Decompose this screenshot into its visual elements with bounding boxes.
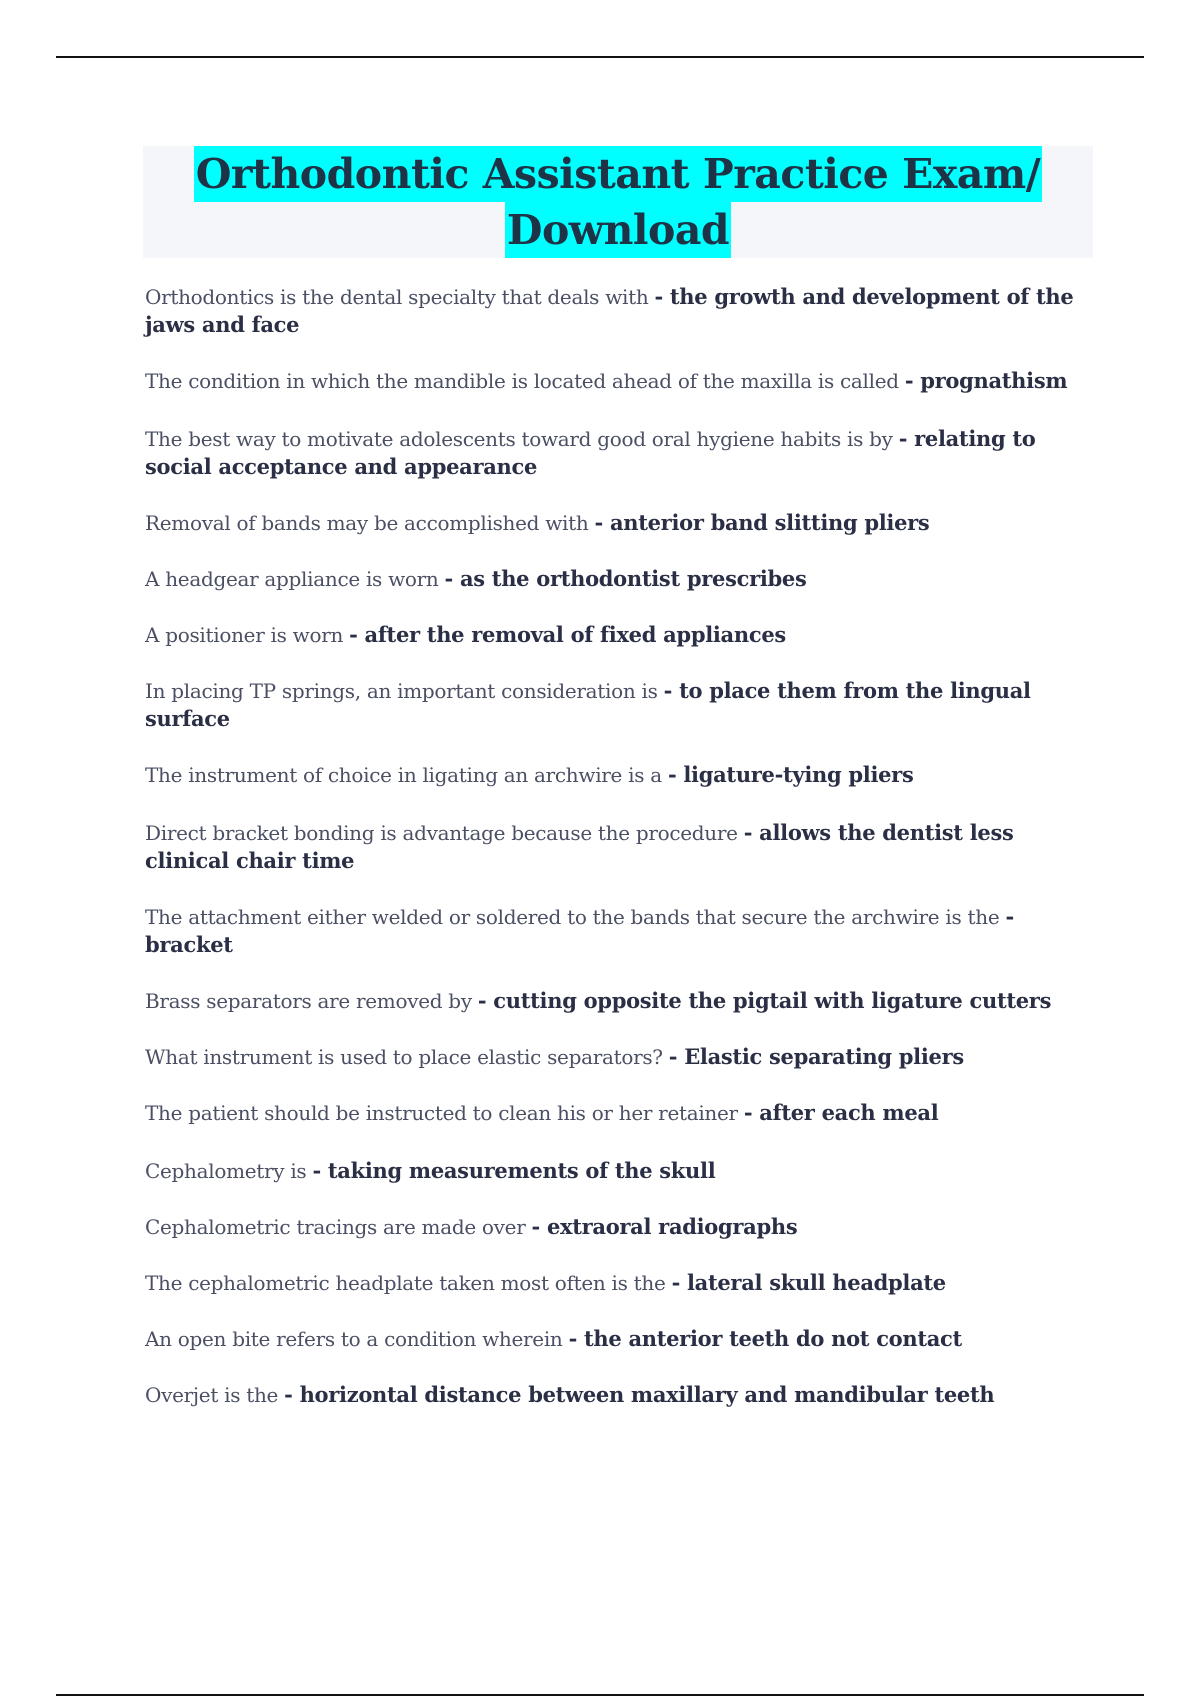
qa-item: [145, 1325, 1080, 1353]
qa-item: [145, 677, 1080, 733]
qa-item: [145, 509, 1080, 537]
answer-text: - ligature-tying pliers: [667, 762, 914, 787]
answer-text: - as the orthodontist prescribes: [444, 566, 807, 591]
question-text: The patient should be instructed to clean his or her retainer: [145, 1101, 744, 1125]
title-block: [143, 146, 1093, 258]
qa-item: [145, 1157, 1080, 1185]
question-text: The cephalometric headplate taken most often is the: [145, 1271, 672, 1295]
page-title-line-1: Orthodontic Assistant Practice Exam/: [194, 146, 1043, 202]
answer-text: - Elastic separating pliers: [668, 1044, 964, 1069]
answer-text: - the growth and development of the jaws and face: [145, 284, 1074, 337]
qa-item: [145, 283, 1080, 339]
question-text: The attachment either welded or soldered to the bands that secure the archwire is the: [145, 905, 1006, 929]
qa-item: [145, 1381, 1080, 1409]
qa-item: [145, 1043, 1080, 1071]
question-text: Overjet is the: [145, 1383, 285, 1407]
answer-text: - anterior band slitting pliers: [594, 510, 930, 535]
top-rule: [56, 56, 1144, 58]
bottom-rule: [56, 1694, 1144, 1696]
answer-text: - allows the dentist less clinical chair time: [145, 820, 1014, 873]
question-text: Cephalometric tracings are made over: [145, 1215, 532, 1239]
question-text: The condition in which the mandible is located ahead of the maxilla is called: [145, 369, 905, 393]
question-text: Brass separators are removed by: [145, 989, 478, 1013]
question-text: A headgear appliance is worn: [145, 567, 445, 591]
answer-text: - cutting opposite the pigtail with ligature cutters: [477, 988, 1052, 1013]
qa-item: [145, 903, 1080, 959]
question-text: In placing TP springs, an important consideration is: [145, 679, 664, 703]
question-text: Cephalometry is: [145, 1159, 313, 1183]
qa-item: [145, 367, 1070, 395]
qa-item: [145, 819, 1080, 875]
qa-item: [145, 425, 1080, 481]
answer-text: - taking measurements of the skull: [312, 1158, 716, 1183]
answer-text: - extraoral radiographs: [531, 1214, 798, 1239]
qa-item: [145, 1099, 1080, 1127]
answer-text: - bracket: [145, 904, 1014, 957]
answer-text: - horizontal distance between maxillary and mandibular teeth: [284, 1382, 995, 1407]
question-text: Removal of bands may be accomplished with: [145, 511, 595, 535]
question-text: The best way to motivate adolescents toward good oral hygiene habits is by: [145, 427, 899, 451]
answer-text: - prognathism: [904, 368, 1068, 393]
answer-text: - after the removal of fixed appliances: [349, 622, 786, 647]
qa-item: [145, 621, 1080, 649]
answer-text: - relating to social acceptance and appearance: [145, 426, 1036, 479]
answer-text: - to place them from the lingual surface: [145, 678, 1031, 731]
question-text: A positioner is worn: [145, 623, 350, 647]
question-text: Direct bracket bonding is advantage because the procedure: [145, 821, 744, 845]
answer-text: - lateral skull headplate: [671, 1270, 946, 1295]
question-text: The instrument of choice in ligating an archwire is a: [145, 763, 668, 787]
question-text: An open bite refers to a condition wherein: [145, 1327, 569, 1351]
question-text: What instrument is used to place elastic separators?: [145, 1045, 669, 1069]
qa-item: [145, 761, 1080, 789]
page-title-line-2: Download: [505, 202, 731, 258]
question-answer-list: [145, 283, 1080, 1409]
qa-item: [145, 987, 1080, 1015]
answer-text: - the anterior teeth do not contact: [568, 1326, 962, 1351]
qa-item: [145, 1269, 1080, 1297]
qa-item: [145, 565, 1080, 593]
question-text: Orthodontics is the dental specialty that deals with: [145, 285, 655, 309]
qa-item: [145, 1213, 1080, 1241]
answer-text: - after each meal: [743, 1100, 939, 1125]
